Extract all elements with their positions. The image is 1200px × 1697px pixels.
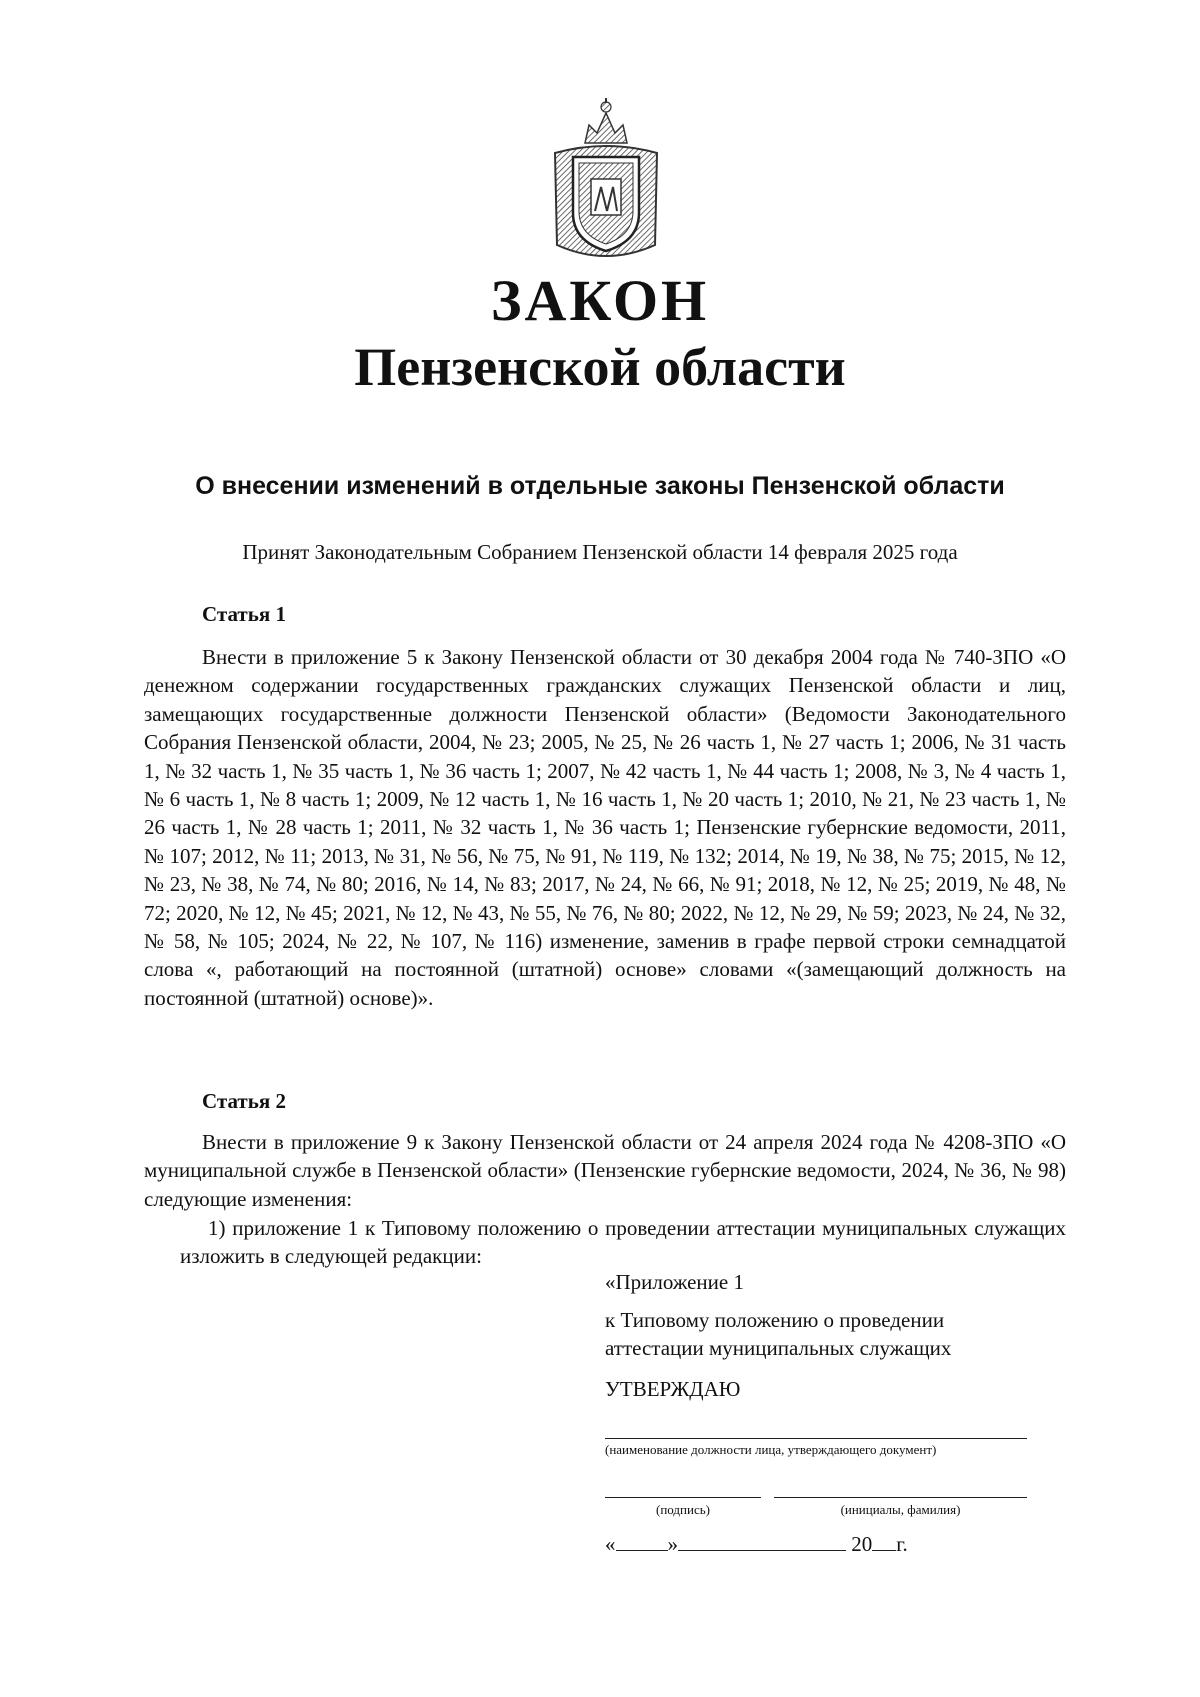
date-year: 20 [851, 1532, 873, 1556]
date-suffix: г. [896, 1532, 908, 1556]
adoption-note: Принят Законодательным Собранием Пензенской области 14 февраля 2025 года [242, 540, 958, 564]
article-2-text: Внести в приложение 9 к Закону Пензенской области от 24 апреля 2024 года № 4208-ЗПО «О муниципальной службе в Пензенской области» (Пензенские губернские ведомости, 2024, № 36, № 98) следующие изменения: [144, 1130, 1066, 1211]
date-line [605, 1530, 908, 1558]
date-close-quote: » [667, 1532, 678, 1556]
position-line [605, 1438, 1027, 1439]
date-day-blank [616, 1550, 668, 1551]
name-caption: (инициалы, фамилия) [840, 1502, 961, 1517]
signature-line [605, 1497, 761, 1498]
article-1-text: Внести в приложение 5 к Закону Пензенской области от 30 декабря 2004 года № 740-ЗПО «О денежном содержании государственных гражданских служащих Пензенской области и лиц, замещающих государственные должности Пензенской области» (Ведомости Законодательного Собрания Пензенской области, 2004, № 23; 2005, № 25, № 26 часть 1, № 27 часть 1; 2006, № 31 часть 1, № 32 часть 1, № 35 часть 1, № 36 часть 1; 2007, № 42 часть 1, № 44 часть 1; 2008, № 3, № 4 часть 1, № 6 часть 1, № 8 часть 1; 2009, № 12 часть 1, № 16 часть 1, № 20 часть 1; 2010, № 21, № 23 часть 1, № 26 часть 1, № 28 часть 1; 2011, № 32 часть 1, № 36 часть 1; Пензенские губернские ведомости, 2011, № 107; 2012, № 11; 2013, № 31, № 56, № 75, № 91, № 119, № 132; 2014, № 19, № 38, № 75; 2015, № 12, № 23, № 38, № 74, № 80; 2016, № 14, № 83; 2017, № 24, № 66, № 91; 2018, № 12, № 25; 2019, № 48, № 72; 2020, № 12, № 45; 2021, № 12, № 43, № 55, № 76, № 80; 2022, № 12, № 29, № 59; 2023, № 24, № 32, № 58, № 105; 2024, № 22, № 107, № 116) изменение, заменив в графе первой строки семнадцатой слова «, работающий на постоянной (штатной) основе» словами «(замещающий должность на постоянной (штатной) основе)». [144, 645, 1066, 1010]
appendix-reference-line-1: к Типовому положению о проведении [605, 1308, 945, 1332]
appendix-reference-line-2: аттестации муниципальных служащих [605, 1336, 952, 1361]
date-month-blank [678, 1550, 846, 1551]
article-2-item-1: 1) приложение 1 к Типовому положению о проведении аттестации муниципальных служащих изложить в следующей редакции: [180, 1216, 1066, 1269]
name-line [774, 1497, 1027, 1498]
position-caption: (наименование должности лица, утверждающего документ) [605, 1442, 937, 1457]
approve-label: УТВЕРЖДАЮ [605, 1377, 741, 1401]
region-title: Пензенской области [354, 337, 846, 397]
appendix-reference [605, 1306, 1035, 1363]
signature-caption: (подпись) [656, 1502, 710, 1517]
date-open-quote: « [605, 1532, 616, 1556]
law-title: ЗАКОН [490, 268, 710, 333]
appendix-label: «Приложение 1 [605, 1270, 744, 1294]
date-year-blank [872, 1550, 896, 1551]
document-heading: О внесении изменений в отдельные законы Пензенской области [195, 472, 1005, 500]
coat-of-arms-icon [545, 95, 667, 263]
article-2-title: Статья 2 [202, 1089, 286, 1113]
article-1-title: Статья 1 [202, 602, 286, 626]
